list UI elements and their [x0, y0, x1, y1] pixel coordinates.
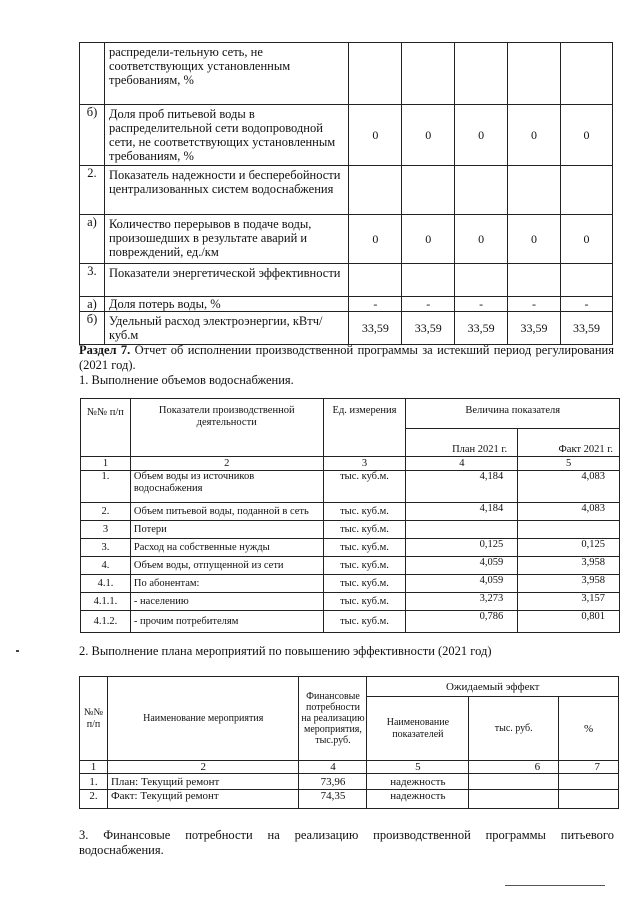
row-plan: 4,184 [406, 471, 518, 503]
header-fin: Финансовые потребности на реализацию мероприятия, тыс.руб. [299, 677, 367, 761]
value-cell [561, 166, 613, 215]
row-fact: 3,958 [518, 557, 620, 575]
table-header-row [80, 677, 619, 697]
table-row [81, 471, 620, 503]
row-unit: тыс. куб.м. [323, 557, 406, 575]
table-row [80, 264, 613, 297]
value-cell [349, 264, 402, 297]
table-row [81, 503, 620, 521]
row-num: 4.1.2. [81, 611, 131, 633]
value-cell [455, 166, 508, 215]
row-num [80, 43, 105, 105]
index-cell: 2 [130, 457, 323, 471]
volumes-table [80, 398, 620, 633]
row-text: Показатели энергетической эффективности [104, 264, 348, 297]
table-row [81, 593, 620, 611]
value-cell [455, 264, 508, 297]
row-num: 3. [80, 264, 105, 297]
header-name: Наименование мероприятия [107, 677, 299, 761]
index-cell: 1 [80, 761, 108, 774]
value-cell [402, 264, 455, 297]
index-cell: 5 [367, 761, 469, 774]
header-name: Показатели производственной деятельности [130, 399, 323, 457]
value-cell [561, 43, 613, 105]
value-cell: - [349, 297, 402, 312]
value-cell: 0 [402, 215, 455, 264]
table-row [81, 611, 620, 633]
row-num: а) [80, 297, 105, 312]
table-row [81, 575, 620, 593]
header-pct: % [559, 697, 619, 761]
value-cell: - [402, 297, 455, 312]
row-indicator: надежность [367, 790, 469, 809]
header-num: №№ п/п [80, 677, 108, 761]
row-unit: тыс. куб.м. [323, 539, 406, 557]
row-name: План: Текущий ремонт [107, 774, 299, 790]
value-cell [402, 166, 455, 215]
table-row [80, 297, 613, 312]
row-name: Факт: Текущий ремонт [107, 790, 299, 809]
value-cell: 33,59 [349, 312, 402, 345]
value-cell: 0 [508, 105, 561, 166]
value-cell: 0 [455, 105, 508, 166]
index-cell: 6 [469, 761, 559, 774]
row-plan: 3,273 [406, 593, 518, 611]
header-plan: План 2021 г. [406, 429, 518, 457]
row-rub [469, 774, 559, 790]
index-cell: 7 [559, 761, 619, 774]
row-num: 3 [81, 521, 131, 539]
value-cell: 0 [349, 215, 402, 264]
header-effect: Ожидаемый эффект [367, 677, 619, 697]
row-plan: 4,184 [406, 503, 518, 521]
row-num: 1. [80, 774, 108, 790]
index-cell: 1 [81, 457, 131, 471]
index-cell: 2 [107, 761, 299, 774]
row-num: 4. [81, 557, 131, 575]
index-cell: 3 [323, 457, 406, 471]
row-text: Удельный расход электроэнергии, кВтч/куб.м [104, 312, 348, 345]
header-rub: тыс. руб. [469, 697, 559, 761]
table-index-row [80, 761, 619, 774]
row-text: Доля проб питьевой воды в распределительной сети водопроводной сети, не соответствующих установленным требованиям, % [104, 105, 348, 166]
measures-table [79, 676, 619, 809]
row-unit: тыс. куб.м. [323, 521, 406, 539]
table-row [81, 521, 620, 539]
row-fact: 0,801 [518, 611, 620, 633]
row-unit: тыс. куб.м. [323, 471, 406, 503]
row-fact [518, 521, 620, 539]
row-num: б) [80, 312, 105, 345]
header-num: №№ п/п [81, 399, 131, 457]
value-cell: - [508, 297, 561, 312]
value-cell: 0 [349, 105, 402, 166]
index-cell: 5 [518, 457, 620, 471]
value-cell [349, 166, 402, 215]
value-cell: - [455, 297, 508, 312]
row-text: распредели-тельную сеть, не соответствующих установленным требованиям, % [104, 43, 348, 105]
section7-title: Раздел 7. [79, 343, 131, 357]
subheading-measures: 2. Выполнение плана мероприятий по повышению эффективности (2021 год) [79, 644, 492, 658]
row-num: а) [80, 215, 105, 264]
row-fact: 0,125 [518, 539, 620, 557]
row-num: 2. [81, 503, 131, 521]
table-row [81, 557, 620, 575]
row-num: 2. [80, 166, 105, 215]
row-pct [559, 774, 619, 790]
value-cell: 0 [402, 105, 455, 166]
value-cell [508, 264, 561, 297]
value-cell: - [561, 297, 613, 312]
table-row [80, 166, 613, 215]
table-row [80, 105, 613, 166]
index-cell: 4 [406, 457, 518, 471]
row-name: - населению [130, 593, 323, 611]
row-num: 2. [80, 790, 108, 809]
value-cell: 0 [561, 105, 613, 166]
indicators-table [79, 42, 613, 345]
row-plan [406, 521, 518, 539]
row-name: Объем воды, отпущенной из сети [130, 557, 323, 575]
value-cell [349, 43, 402, 105]
header-fact: Факт 2021 г. [518, 429, 620, 457]
index-cell: 4 [299, 761, 367, 774]
row-unit: тыс. куб.м. [323, 503, 406, 521]
table-row [80, 774, 619, 790]
table-row [80, 790, 619, 809]
row-num: б) [80, 105, 105, 166]
row-plan: 4,059 [406, 575, 518, 593]
row-name: Потери [130, 521, 323, 539]
row-text: Количество перерывов в подаче воды, произошедших в результате аварий и повреждений, ед./км [104, 215, 348, 264]
row-fact: 4,083 [518, 471, 620, 503]
row-num: 3. [81, 539, 131, 557]
value-cell: 33,59 [508, 312, 561, 345]
section7-text: Отчет об исполнении производственной программы за истекший период регулирования (2021 год). [79, 343, 614, 372]
section7-paragraph [79, 343, 614, 373]
table-row [81, 539, 620, 557]
value-cell [508, 166, 561, 215]
table-header-row [81, 399, 620, 429]
value-cell [508, 43, 561, 105]
value-cell [455, 43, 508, 105]
row-text: Доля потерь воды, % [104, 297, 348, 312]
row-name: - прочим потребителям [130, 611, 323, 633]
row-fact: 3,157 [518, 593, 620, 611]
row-unit: тыс. куб.м. [323, 575, 406, 593]
header-value: Величина показателя [406, 399, 620, 429]
row-unit: тыс. куб.м. [323, 593, 406, 611]
row-rub [469, 790, 559, 809]
value-cell: 33,59 [561, 312, 613, 345]
row-pct [559, 790, 619, 809]
subheading-finance: 3. Финансовые потребности на реализацию производственной программы питьевого водоснабжения. [79, 828, 614, 857]
value-cell: 33,59 [402, 312, 455, 345]
row-plan: 4,059 [406, 557, 518, 575]
scan-mark [16, 650, 19, 652]
header-indicator: Наименование показателей [367, 697, 469, 761]
row-name: Расход на собственные нужды [130, 539, 323, 557]
value-cell: 0 [561, 215, 613, 264]
row-fact: 3,958 [518, 575, 620, 593]
row-plan: 0,786 [406, 611, 518, 633]
value-cell: 33,59 [455, 312, 508, 345]
table-index-row [81, 457, 620, 471]
row-num: 4.1. [81, 575, 131, 593]
footer-rule [505, 885, 605, 886]
row-name: Объем питьевой воды, поданной в сеть [130, 503, 323, 521]
table-row [80, 215, 613, 264]
row-fin: 73,96 [299, 774, 367, 790]
row-num: 4.1.1. [81, 593, 131, 611]
row-text: Показатель надежности и бесперебойности централизованных систем водоснабжения [104, 166, 348, 215]
table-row [80, 43, 613, 105]
value-cell [561, 264, 613, 297]
header-unit: Ед. измерения [323, 399, 406, 457]
row-fact: 4,083 [518, 503, 620, 521]
table-row [80, 312, 613, 345]
value-cell [402, 43, 455, 105]
row-num: 1. [81, 471, 131, 503]
row-fin: 74,35 [299, 790, 367, 809]
subheading-volumes: 1. Выполнение объемов водоснабжения. [79, 373, 294, 387]
row-unit: тыс. куб.м. [323, 611, 406, 633]
row-name: Объем воды из источников водоснабжения [130, 471, 323, 503]
row-indicator: надежность [367, 774, 469, 790]
value-cell: 0 [455, 215, 508, 264]
row-plan: 0,125 [406, 539, 518, 557]
row-name: По абонентам: [130, 575, 323, 593]
value-cell: 0 [508, 215, 561, 264]
